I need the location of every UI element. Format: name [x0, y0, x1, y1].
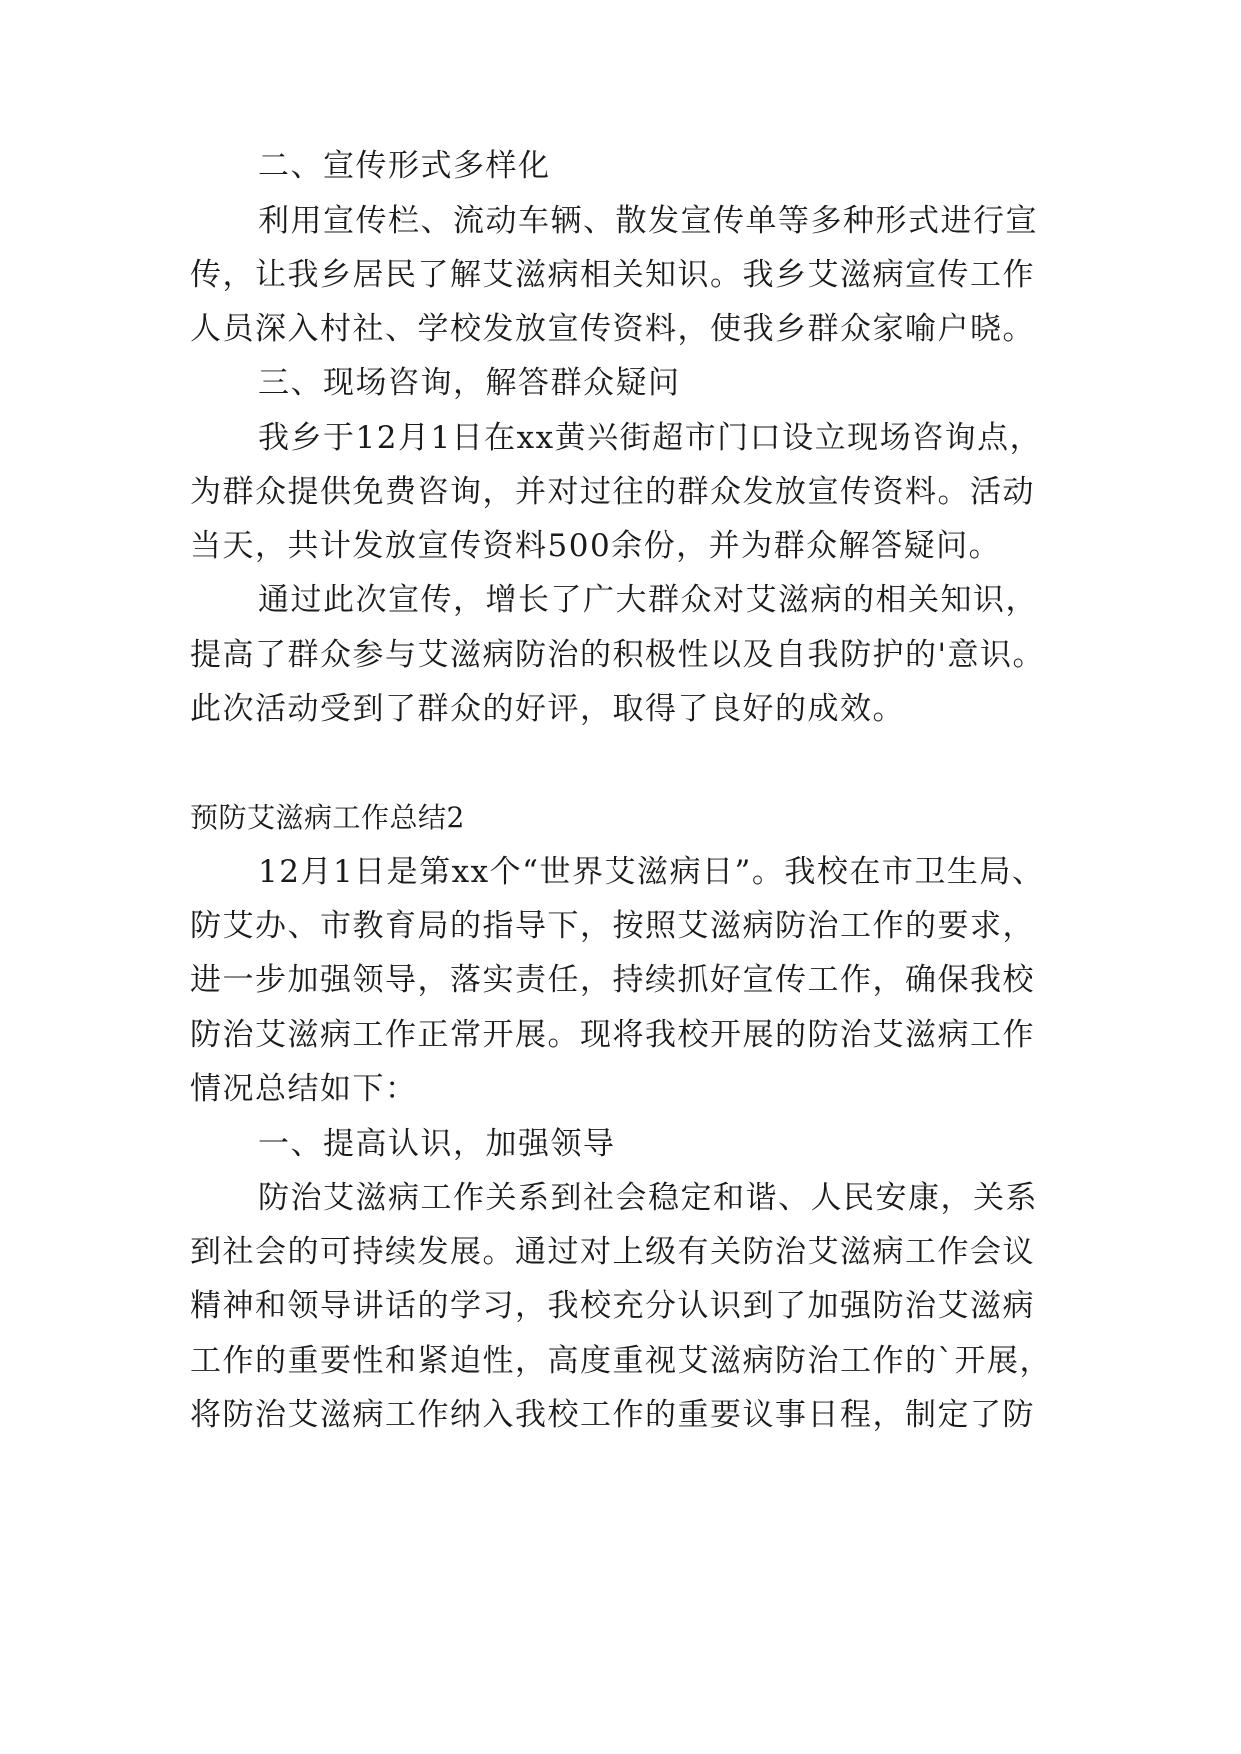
- paragraph-line: 工作的重要性和紧迫性，高度重视艾滋病防治工作的`开展，: [190, 1343, 1052, 1379]
- paragraph-line: 人员深入村社、学校发放宣传资料，使我乡群众家喻户晓。: [190, 311, 1035, 347]
- paragraph-line: 将防治艾滋病工作纳入我校工作的重要议事日程，制定了防: [190, 1397, 1035, 1433]
- paragraph-line: 防治艾滋病工作关系到社会稳定和谐、人民安康，关系: [258, 1180, 1038, 1216]
- paragraph-line: 防治艾滋病工作正常开展。现将我校开展的防治艾滋病工作: [190, 1017, 1035, 1053]
- paragraph-line: 精神和领导讲话的学习，我校充分认识到了加强防治艾滋病: [190, 1288, 1035, 1324]
- paragraph-line: 当天，共计发放宣传资料500余份，并为群众解答疑问。: [190, 528, 1002, 564]
- section-heading: 二、宣传形式多样化: [258, 148, 551, 184]
- paragraph-line: 12月1日是第xx个“世界艾滋病日”。我校在市卫生局、: [258, 854, 1045, 890]
- paragraph-line: 防艾办、市教育局的指导下，按照艾滋病防治工作的要求，: [190, 908, 1035, 944]
- document-title: 预防艾滋病工作总结2: [190, 801, 465, 834]
- paragraph-line: 我乡于12月1日在xx黄兴街超市门口设立现场咨询点，: [258, 420, 1043, 456]
- paragraph-line: 为群众提供免费咨询，并对过往的群众发放宣传资料。活动: [190, 474, 1035, 510]
- paragraph-line: 通过此次宣传，增长了广大群众对艾滋病的相关知识，: [258, 582, 1038, 618]
- paragraph-line: 进一步加强领导，落实责任，持续抓好宣传工作，确保我校: [190, 962, 1035, 998]
- paragraph-line: 传，让我乡居民了解艾滋病相关知识。我乡艾滋病宣传工作: [190, 257, 1035, 293]
- paragraph-line: 此次活动受到了群众的好评，取得了良好的成效。: [190, 691, 905, 727]
- section-heading: 三、现场咨询，解答群众疑问: [258, 365, 681, 401]
- paragraph-line: 到社会的可持续发展。通过对上级有关防治艾滋病工作会议: [190, 1234, 1035, 1270]
- paragraph-line: 提高了群众参与艾滋病防治的积极性以及自我防护的'意识。: [190, 637, 1046, 673]
- section-heading: 一、提高认识，加强领导: [258, 1126, 616, 1162]
- paragraph-line: 情况总结如下：: [190, 1071, 418, 1107]
- paragraph-line: 利用宣传栏、流动车辆、散发宣传单等多种形式进行宣: [258, 203, 1038, 239]
